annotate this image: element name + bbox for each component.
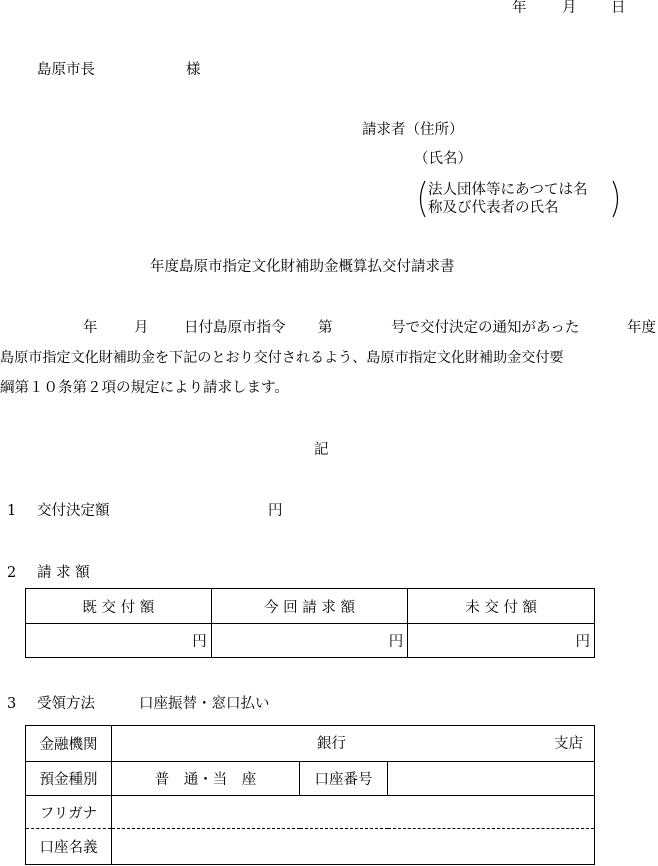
cell-current-claim-unit: 円 — [211, 624, 408, 658]
header-current-claim: 今 回 請 求 額 — [211, 589, 408, 624]
bank-account-table — [25, 725, 595, 865]
account-number-value — [388, 762, 595, 796]
item2-label: 請 求 額 — [37, 565, 90, 581]
deposit-type-options: 普 通・当 座 — [112, 762, 300, 796]
corp-note — [416, 180, 622, 218]
date-month: 月 — [562, 0, 577, 16]
corp-note-line1: 法人団体等にあつては名 — [428, 182, 588, 198]
account-name-label: 口座名義 — [26, 829, 112, 865]
header-unpaid: 未 交 付 額 — [408, 589, 595, 624]
account-name-value — [112, 829, 595, 865]
body-year: 年 — [83, 320, 98, 336]
date-day: 日 — [611, 0, 626, 16]
item1-label: 交付決定額 — [37, 503, 110, 519]
item1-unit: 円 — [268, 503, 283, 519]
body-line2: 島原市指定文化財補助金を下記のとおり交付されるよう、島原市指定文化財補助金交付要 — [0, 350, 564, 366]
item3-label: 受領方法 — [37, 696, 95, 712]
body-go-text: 号で交付決定の通知があった — [391, 320, 580, 336]
body-nendo: 年度 — [627, 320, 656, 336]
requester-address-label: 請求者（住所） — [362, 122, 464, 138]
item2-number: 2 — [7, 565, 17, 581]
bank-text: 銀行 — [317, 736, 346, 752]
cell-already-paid-unit: 円 — [26, 624, 212, 658]
addressee-honorific: 様 — [186, 62, 201, 78]
header-already-paid: 既 交 付 額 — [26, 589, 212, 624]
account-number-label: 口座番号 — [300, 762, 388, 796]
body-month: 月 — [134, 320, 149, 336]
body-dai: 第 — [318, 320, 333, 336]
branch-text: 支店 — [554, 736, 583, 752]
requester-name-label: （氏名） — [414, 151, 472, 167]
body-day-ref: 日付島原市指令 — [184, 320, 286, 336]
item3-method: 口座振替・窓口払い — [139, 696, 270, 712]
item3-number: 3 — [7, 696, 17, 712]
cell-unpaid-unit: 円 — [408, 624, 595, 658]
date-year: 年 — [512, 0, 527, 16]
addressee-name: 島原市長 — [37, 62, 95, 78]
bank-cell — [112, 726, 595, 762]
claim-amount-table — [25, 588, 595, 658]
item1-number: 1 — [7, 503, 17, 519]
furigana-value — [112, 796, 595, 829]
furigana-label: フリガナ — [26, 796, 112, 829]
corp-note-line2: 称及び代表者の氏名 — [428, 200, 559, 216]
body-line3: 綱第１０条第２項の規定により請求します。 — [0, 380, 289, 396]
ki-heading: 記 — [314, 442, 329, 458]
document-title: 年度島原市指定文化財補助金概算払交付請求書 — [150, 259, 455, 275]
bank-label: 金融機関 — [26, 726, 112, 762]
deposit-type-label: 預金種別 — [26, 762, 112, 796]
